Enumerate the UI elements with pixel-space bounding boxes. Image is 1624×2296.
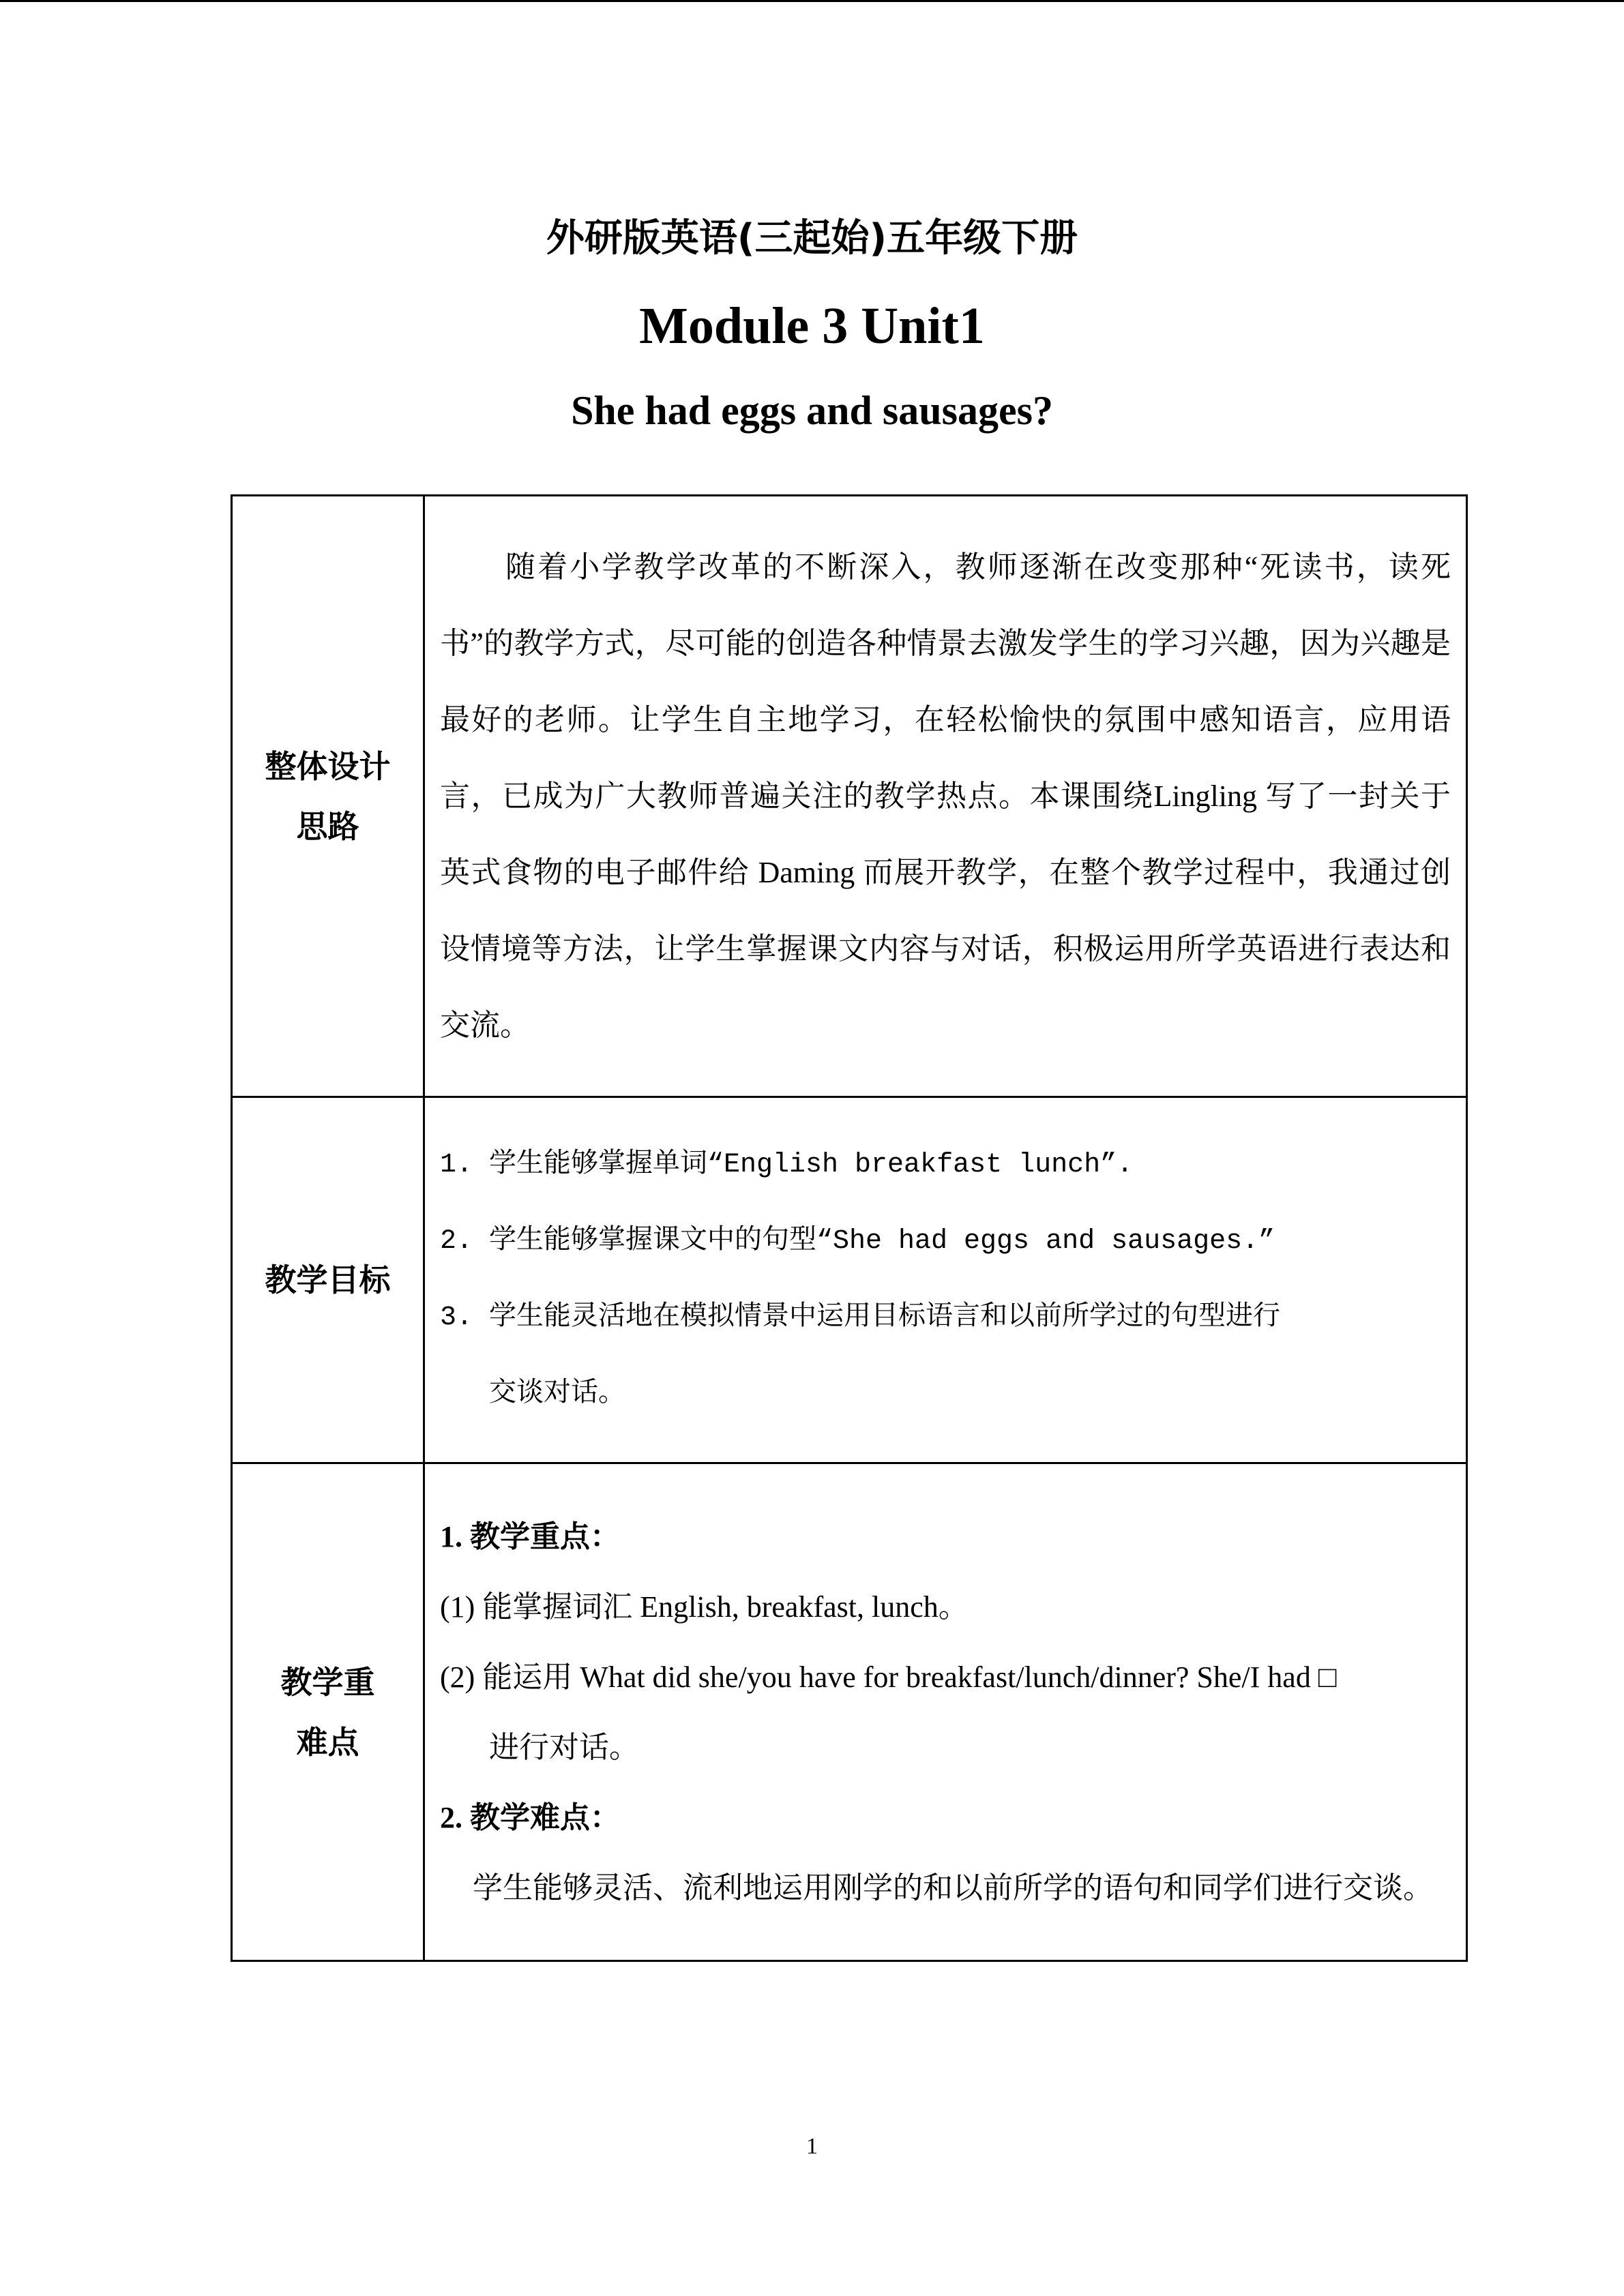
content-design-idea (424, 496, 1467, 1097)
key-point-item-continuation: 进行对话。 (489, 1730, 639, 1764)
label-teaching-goals: 教学目标 (232, 1097, 424, 1463)
label-line: 难点 (296, 1723, 359, 1761)
label-line: 教学重 (280, 1663, 375, 1701)
goal-item: 3. 学生能灵活地在模拟情景中运用目标语言和以前所学过的句型进行 (440, 1302, 1281, 1333)
content-key-difficult-points (424, 1463, 1467, 1961)
document-title-module: Module 3 Unit1 (639, 297, 985, 355)
difficult-point-text: 学生能够灵活、流利地运用刚学的和以前所学的语句和同学们进行交谈。 (473, 1870, 1433, 1905)
document-subtitle: She had eggs and sausages? (571, 388, 1053, 433)
goal-item: 1. 学生能够掌握单词“English breakfast lunch”. (440, 1150, 1134, 1180)
label-line: 整体设计 (265, 747, 391, 785)
table-row-key-difficult-points (232, 1463, 1467, 1961)
key-point-item: (2) 能运用 What did she/you have for breakfast/lunch/dinner? She/I had □ (440, 1660, 1337, 1694)
lesson-plan-table (231, 494, 1468, 1962)
document-title-cn: 外研版英语(三起始)五年级下册 (546, 216, 1078, 260)
label-design-idea (232, 496, 424, 1097)
goal-item-continuation: 交谈对话。 (489, 1379, 625, 1410)
goal-item: 2. 学生能够掌握课文中的句型“She had eggs and sausages.” (440, 1226, 1275, 1257)
label-key-difficult-points (232, 1463, 424, 1961)
table-row-teaching-goals (232, 1097, 1467, 1463)
label-line: 思路 (296, 807, 359, 845)
key-point-item: (1) 能掌握词汇 English, breakfast, lunch。 (440, 1590, 969, 1624)
difficult-points-heading: 2. 教学难点： (440, 1800, 620, 1834)
design-idea-paragraph: 随着小学教学改革的不断深入，教师逐渐在改变那种“死读书，读死书”的教学方式，尽可能的创造各种情景去激发学生的学习兴趣，因为兴趣是最好的老师。让学生自主地学习，在轻松愉快的氛围中感知语言，应用语言，已成为广大教师普遍关注的教学热点。本课围绕Lingling 写了一封关于英式食物的电子邮件给 Daming 而展开教学，在整个教学过程中，我通过创设情境等方法，让学生掌握课文内容与对话，积极运用所学英语进行表达和交流。 (440, 550, 1451, 1042)
table-row-design-idea (232, 496, 1467, 1097)
key-points-heading: 1. 教学重点： (440, 1519, 620, 1553)
page-number: 1 (806, 2134, 818, 2159)
content-teaching-goals (424, 1097, 1467, 1463)
top-border-rule (0, 0, 1624, 2)
